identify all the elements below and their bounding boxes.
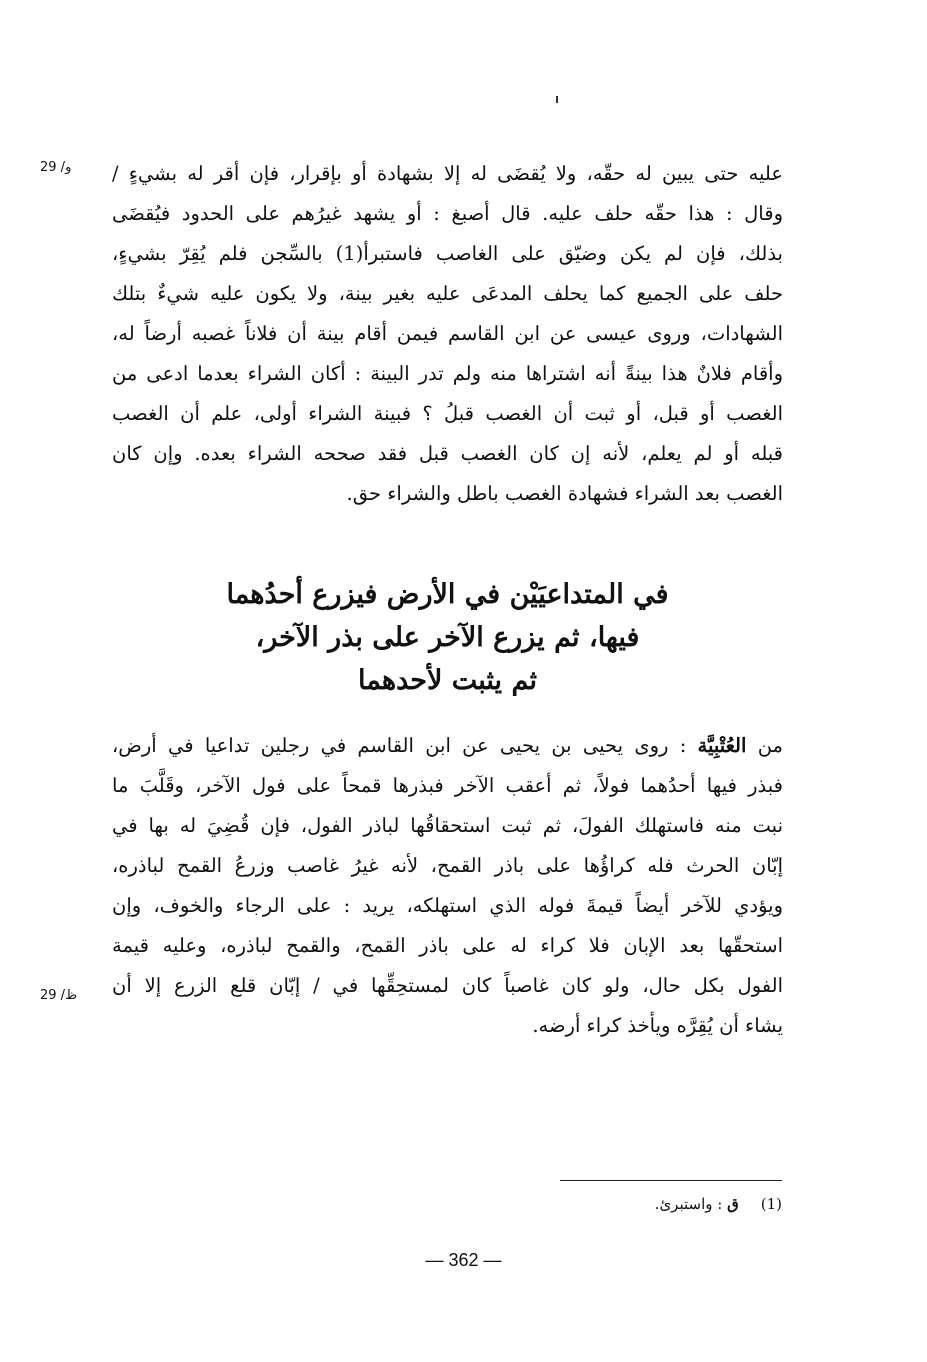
source-title: العُتْبِيَّة (697, 734, 747, 757)
section-heading (112, 573, 783, 702)
text-line (112, 726, 783, 766)
text-line: وقال : هذا حقّه حلف عليه. قال أصبغ : أو يشهد غيرُهم على الحدود فيُقضَى (112, 202, 783, 225)
text-line: نبت منه فاستهلك الفولَ، ثم ثبت استحقاقُها لباذر الفول، فإن قُضِيَ له بها في (112, 814, 783, 837)
paragraph-1 (112, 154, 783, 514)
text-line: إبّان الحرث فله كراؤُها على باذر القمح، لأنه غيرُ غاصب وزرعُ القمح لباذره، (112, 854, 783, 877)
heading-line: ثم يثبت لأحدهما (358, 665, 537, 696)
text-segment: : روى يحيى بن يحيى عن ابن القاسم في رجلين تداعيا في أرض، (112, 734, 698, 757)
heading-line: فيها، ثم يزرع الآخر على بذر الآخر، (255, 622, 640, 653)
text-line: بذلك، فإن لم يكن وضيّق على الغاصب فاستبرأ(1) بالسِّجن فلم يُقِرّ بشيءٍ، (112, 242, 783, 265)
ink-mark (556, 96, 558, 103)
text-line: قبله أو لم يعلم، لأنه إن كان الغصب قبل فقد صححه الشراء بعده. وإن كان (112, 442, 783, 465)
text-line: فبذر فيها أحدُهما فولاً، ثم أعقب الآخر فبذرها قمحاً على فول الآخر، وقَلَّبَ ما (112, 774, 783, 797)
heading-line: في المتداعيَيْن في الأرض فيزرع أحدُهما (226, 579, 669, 610)
text-line: ويؤدي للآخر أيضاً قيمةَ فوله الذي استهلكه، يريد : على الرجاء والخوف، وإن (112, 894, 783, 917)
text-line: حلف على الجميع كما يحلف المدعَى عليه بغير بينة، ولا يكون عليه شيءٌ بتلك (112, 282, 783, 305)
folio-reference: 29 /و (40, 160, 72, 175)
footnote-number: (1) (760, 1195, 782, 1213)
text-segment: من (746, 734, 783, 757)
text-line: الغصب بعد الشراء فشهادة الغصب باطل والشراء حق. (346, 482, 783, 505)
footnote-source: ق (727, 1195, 739, 1213)
text-line: الفول بكل حال، ولو كان غاصباً كان لمستحِقِّها في / إبّان قلع الزرع إلا أن (112, 974, 783, 997)
footnote (460, 1192, 782, 1216)
footnote-text: : واستبرئ. (654, 1195, 728, 1213)
folio-reference: 29 /ظ (40, 988, 78, 1003)
text-line: الغصب أو قبل، أو ثبت أن الغصب قبلُ ؟ فبينة الشراء أولى، علم أن الغصب (112, 402, 783, 425)
text-line: يشاء أن يُقِرَّه ويأخذ كراء أرضه. (532, 1014, 783, 1037)
page-number: — 362 — (425, 1250, 502, 1270)
footnote-divider (560, 1180, 782, 1181)
text-line: الشهادات، وروى عيسى عن ابن القاسم فيمن أقام بينة أن فلاناً غصبه أرضاً له، (112, 322, 783, 345)
text-line: وأقام فلانٌ هذا بينةً أنه اشتراها منه ولم تدر البينة : أكان الشراء بعدما ادعى من (112, 362, 783, 385)
paragraph-2 (112, 726, 783, 1046)
text-line: عليه حتى يبين له حقّه، ولا يُقضَى له إلا بشهادة أو بإقرار، فإن أقر له بشيءٍ / (112, 162, 783, 185)
text-line: استحقّها بعد الإبان فلا كراء له على باذر القمح، والقمح لباذره، وعليه قيمة (112, 934, 783, 957)
